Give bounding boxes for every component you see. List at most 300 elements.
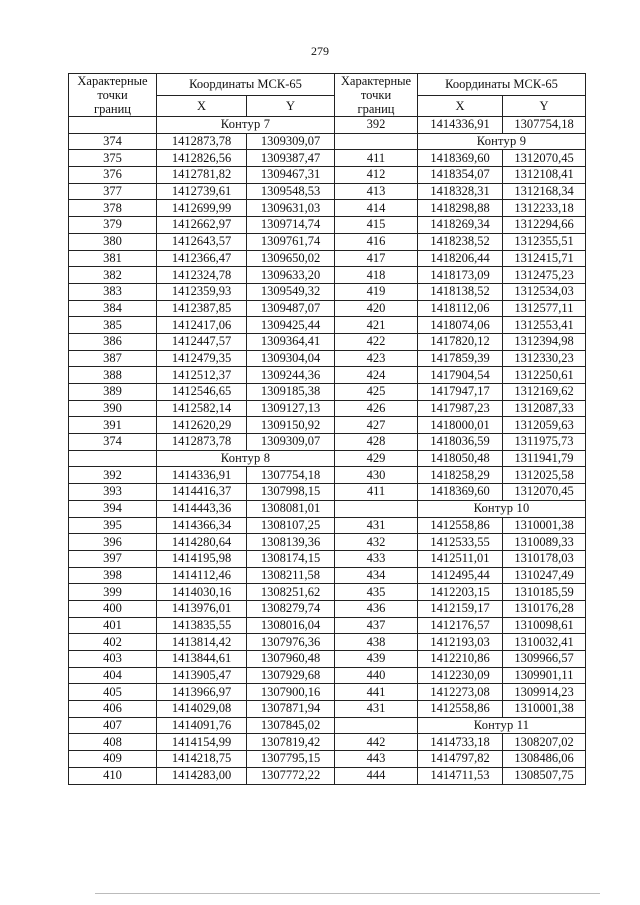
point-number-cell: 415 — [335, 217, 418, 234]
x-coordinate-cell: 1414029,08 — [157, 701, 247, 718]
point-number-cell: 417 — [335, 250, 418, 267]
x-coordinate-cell: 1412662,97 — [157, 217, 247, 234]
y-coordinate-cell: 1309304,04 — [247, 350, 335, 367]
contour-empty-cell — [335, 133, 418, 150]
x-coordinate-cell: 1418206,44 — [418, 250, 503, 267]
x-coordinate-cell: 1418369,60 — [418, 484, 503, 501]
x-coordinate-cell: 1412366,47 — [157, 250, 247, 267]
y-coordinate-cell: 1309548,53 — [247, 183, 335, 200]
contour-label: Контур 8 — [157, 450, 335, 467]
point-number-cell: 389 — [69, 384, 157, 401]
point-number-cell: 380 — [69, 233, 157, 250]
y-coordinate-cell: 1309714,74 — [247, 217, 335, 234]
y-coordinate-cell: 1309549,32 — [247, 283, 335, 300]
table-row — [69, 233, 335, 250]
left-table-body — [69, 117, 335, 785]
table-row — [335, 217, 586, 234]
y-coordinate-cell: 1307754,18 — [247, 467, 335, 484]
y-coordinate-cell: 1310178,03 — [503, 550, 586, 567]
header-points-line-3: границ — [94, 102, 131, 116]
table-row — [69, 550, 335, 567]
header-y: Y — [503, 95, 586, 117]
y-coordinate-cell: 1309966,57 — [503, 651, 586, 668]
table-row — [69, 200, 335, 217]
y-coordinate-cell: 1309901,11 — [503, 667, 586, 684]
header-points — [69, 74, 157, 117]
x-coordinate-cell: 1412447,57 — [157, 333, 247, 350]
y-coordinate-cell: 1308211,58 — [247, 567, 335, 584]
y-coordinate-cell: 1311975,73 — [503, 434, 586, 451]
table-row — [335, 300, 586, 317]
table-row — [69, 417, 335, 434]
x-coordinate-cell: 1412873,78 — [157, 133, 247, 150]
point-number-cell: 407 — [69, 717, 157, 734]
y-coordinate-cell: 1312070,45 — [503, 150, 586, 167]
x-coordinate-cell: 1412203,15 — [418, 584, 503, 601]
x-coordinate-cell: 1414443,36 — [157, 500, 247, 517]
table-row — [69, 767, 335, 784]
x-coordinate-cell: 1418000,01 — [418, 417, 503, 434]
table-row — [335, 384, 586, 401]
point-number-cell: 422 — [335, 333, 418, 350]
x-coordinate-cell: 1412387,85 — [157, 300, 247, 317]
y-coordinate-cell: 1308174,15 — [247, 550, 335, 567]
point-number-cell: 377 — [69, 183, 157, 200]
y-coordinate-cell: 1309364,41 — [247, 333, 335, 350]
table-row — [335, 450, 586, 467]
y-coordinate-cell: 1309387,47 — [247, 150, 335, 167]
y-coordinate-cell: 1310089,33 — [503, 534, 586, 551]
x-coordinate-cell: 1413976,01 — [157, 600, 247, 617]
x-coordinate-cell: 1414711,53 — [418, 767, 503, 784]
x-coordinate-cell: 1412479,35 — [157, 350, 247, 367]
y-coordinate-cell: 1309150,92 — [247, 417, 335, 434]
y-coordinate-cell: 1309309,07 — [247, 434, 335, 451]
point-number-cell: 410 — [69, 767, 157, 784]
table-row — [335, 584, 586, 601]
y-coordinate-cell: 1309914,23 — [503, 684, 586, 701]
x-coordinate-cell: 1418369,60 — [418, 150, 503, 167]
x-coordinate-cell: 1418112,06 — [418, 300, 503, 317]
y-coordinate-cell: 1312059,63 — [503, 417, 586, 434]
point-number-cell: 442 — [335, 734, 418, 751]
table-row — [335, 600, 586, 617]
point-number-cell: 409 — [69, 751, 157, 768]
x-coordinate-cell: 1418328,31 — [418, 183, 503, 200]
y-coordinate-cell: 1308507,75 — [503, 767, 586, 784]
header-points-line-2: точки — [360, 88, 392, 102]
point-number-cell: 438 — [335, 634, 418, 651]
x-coordinate-cell: 1418269,34 — [418, 217, 503, 234]
y-coordinate-cell: 1312534,03 — [503, 283, 586, 300]
x-coordinate-cell: 1418298,88 — [418, 200, 503, 217]
table-row — [335, 434, 586, 451]
y-coordinate-cell: 1309631,03 — [247, 200, 335, 217]
table-row — [335, 117, 586, 134]
x-coordinate-cell: 1414366,34 — [157, 517, 247, 534]
table-row — [335, 634, 586, 651]
contour-row — [335, 500, 586, 517]
y-coordinate-cell: 1307795,15 — [247, 751, 335, 768]
table-row — [69, 684, 335, 701]
point-number-cell: 437 — [335, 617, 418, 634]
table-row — [335, 167, 586, 184]
table-row — [335, 233, 586, 250]
header-points — [335, 74, 418, 117]
x-coordinate-cell: 1412826,56 — [157, 150, 247, 167]
table-row — [69, 133, 335, 150]
x-coordinate-cell: 1412230,09 — [418, 667, 503, 684]
contour-row — [69, 117, 335, 134]
x-coordinate-cell: 1412176,57 — [418, 617, 503, 634]
table-row — [69, 317, 335, 334]
point-number-cell: 383 — [69, 283, 157, 300]
table-row — [69, 467, 335, 484]
table-row — [335, 734, 586, 751]
header-coordinates: Координаты МСК-65 — [157, 74, 335, 96]
y-coordinate-cell: 1307871,94 — [247, 701, 335, 718]
x-coordinate-cell: 1413814,42 — [157, 634, 247, 651]
point-number-cell: 382 — [69, 267, 157, 284]
point-number-cell: 392 — [335, 117, 418, 134]
point-number-cell: 431 — [335, 517, 418, 534]
point-number-cell: 412 — [335, 167, 418, 184]
y-coordinate-cell: 1307845,02 — [247, 717, 335, 734]
x-coordinate-cell: 1414030,16 — [157, 584, 247, 601]
table-row — [69, 400, 335, 417]
point-number-cell: 393 — [69, 484, 157, 501]
x-coordinate-cell: 1413966,97 — [157, 684, 247, 701]
table-row — [69, 517, 335, 534]
y-coordinate-cell: 1308486,06 — [503, 751, 586, 768]
y-coordinate-cell: 1310247,49 — [503, 567, 586, 584]
x-coordinate-cell: 1412324,78 — [157, 267, 247, 284]
header-points-line-2: точки — [97, 88, 128, 102]
y-coordinate-cell: 1310176,28 — [503, 600, 586, 617]
header-points-line-1: Характерные — [77, 74, 148, 88]
x-coordinate-cell: 1418173,09 — [418, 267, 503, 284]
x-coordinate-cell: 1414112,46 — [157, 567, 247, 584]
y-coordinate-cell: 1307960,48 — [247, 651, 335, 668]
x-coordinate-cell: 1418050,48 — [418, 450, 503, 467]
table-row — [335, 283, 586, 300]
table-row — [69, 584, 335, 601]
y-coordinate-cell: 1312025,58 — [503, 467, 586, 484]
table-row — [69, 333, 335, 350]
y-coordinate-cell: 1312250,61 — [503, 367, 586, 384]
y-coordinate-cell: 1310032,41 — [503, 634, 586, 651]
y-coordinate-cell: 1309127,13 — [247, 400, 335, 417]
point-number-cell: 379 — [69, 217, 157, 234]
x-coordinate-cell: 1414283,00 — [157, 767, 247, 784]
y-coordinate-cell: 1308081,01 — [247, 500, 335, 517]
point-number-cell: 376 — [69, 167, 157, 184]
point-number-cell: 398 — [69, 567, 157, 584]
y-coordinate-cell: 1308107,25 — [247, 517, 335, 534]
table-row — [335, 651, 586, 668]
y-coordinate-cell: 1312415,71 — [503, 250, 586, 267]
y-coordinate-cell: 1312394,98 — [503, 333, 586, 350]
table-row — [335, 200, 586, 217]
x-coordinate-cell: 1412781,82 — [157, 167, 247, 184]
y-coordinate-cell: 1312553,41 — [503, 317, 586, 334]
x-coordinate-cell: 1412495,44 — [418, 567, 503, 584]
contour-empty-cell — [69, 117, 157, 134]
point-number-cell: 439 — [335, 651, 418, 668]
table-row — [335, 333, 586, 350]
x-coordinate-cell: 1413844,61 — [157, 651, 247, 668]
x-coordinate-cell: 1412620,29 — [157, 417, 247, 434]
y-coordinate-cell: 1309467,31 — [247, 167, 335, 184]
table-row — [69, 600, 335, 617]
table-row — [69, 734, 335, 751]
x-coordinate-cell: 1414195,98 — [157, 550, 247, 567]
point-number-cell: 381 — [69, 250, 157, 267]
x-coordinate-cell: 1418354,07 — [418, 167, 503, 184]
x-coordinate-cell: 1414336,91 — [157, 467, 247, 484]
y-coordinate-cell: 1309244,36 — [247, 367, 335, 384]
point-number-cell: 385 — [69, 317, 157, 334]
y-coordinate-cell: 1312355,51 — [503, 233, 586, 250]
y-coordinate-cell: 1312168,34 — [503, 183, 586, 200]
y-coordinate-cell: 1312294,66 — [503, 217, 586, 234]
point-number-cell: 408 — [69, 734, 157, 751]
y-coordinate-cell: 1310098,61 — [503, 617, 586, 634]
table-row — [335, 400, 586, 417]
point-number-cell: 406 — [69, 701, 157, 718]
x-coordinate-cell: 1412582,14 — [157, 400, 247, 417]
point-number-cell: 402 — [69, 634, 157, 651]
y-coordinate-cell: 1312577,11 — [503, 300, 586, 317]
point-number-cell: 436 — [335, 600, 418, 617]
table-row — [69, 267, 335, 284]
coordinates-table-left — [68, 73, 335, 785]
y-coordinate-cell: 1308251,62 — [247, 584, 335, 601]
contour-row — [69, 450, 335, 467]
point-number-cell: 397 — [69, 550, 157, 567]
point-number-cell: 378 — [69, 200, 157, 217]
point-number-cell: 441 — [335, 684, 418, 701]
y-coordinate-cell: 1307819,42 — [247, 734, 335, 751]
point-number-cell: 387 — [69, 350, 157, 367]
point-number-cell: 431 — [335, 701, 418, 718]
y-coordinate-cell: 1309761,74 — [247, 233, 335, 250]
x-coordinate-cell: 1412159,17 — [418, 600, 503, 617]
header-x: X — [157, 95, 247, 117]
y-coordinate-cell: 1308139,36 — [247, 534, 335, 551]
y-coordinate-cell: 1312087,33 — [503, 400, 586, 417]
y-coordinate-cell: 1312070,45 — [503, 484, 586, 501]
table-row — [335, 534, 586, 551]
y-coordinate-cell: 1308279,74 — [247, 600, 335, 617]
point-number-cell: 419 — [335, 283, 418, 300]
x-coordinate-cell: 1414733,18 — [418, 734, 503, 751]
contour-label: Контур 11 — [418, 717, 586, 734]
point-number-cell: 430 — [335, 467, 418, 484]
point-number-cell: 395 — [69, 517, 157, 534]
point-number-cell: 443 — [335, 751, 418, 768]
point-number-cell: 386 — [69, 333, 157, 350]
table-row — [69, 434, 335, 451]
point-number-cell: 411 — [335, 150, 418, 167]
table-row — [69, 150, 335, 167]
x-coordinate-cell: 1412643,57 — [157, 233, 247, 250]
table-row — [335, 767, 586, 784]
table-row — [335, 250, 586, 267]
table-row — [335, 617, 586, 634]
contour-label: Контур 7 — [157, 117, 335, 134]
point-number-cell: 405 — [69, 684, 157, 701]
page-number: 279 — [311, 44, 329, 58]
table-row — [69, 167, 335, 184]
table-row — [69, 751, 335, 768]
table-row — [335, 517, 586, 534]
point-number-cell: 391 — [69, 417, 157, 434]
x-coordinate-cell: 1413905,47 — [157, 667, 247, 684]
header-points-line-3: границ — [357, 102, 395, 116]
y-coordinate-cell: 1309633,20 — [247, 267, 335, 284]
y-coordinate-cell: 1309487,07 — [247, 300, 335, 317]
point-number-cell: 384 — [69, 300, 157, 317]
point-number-cell: 411 — [335, 484, 418, 501]
y-coordinate-cell: 1307754,18 — [503, 117, 586, 134]
table-row — [69, 617, 335, 634]
point-number-cell: 400 — [69, 600, 157, 617]
point-number-cell: 399 — [69, 584, 157, 601]
y-coordinate-cell: 1308207,02 — [503, 734, 586, 751]
table-row — [335, 267, 586, 284]
table-row — [69, 283, 335, 300]
contour-empty-cell — [69, 450, 157, 467]
x-coordinate-cell: 1412739,61 — [157, 183, 247, 200]
y-coordinate-cell: 1309650,02 — [247, 250, 335, 267]
y-coordinate-cell: 1307929,68 — [247, 667, 335, 684]
table-row — [69, 183, 335, 200]
x-coordinate-cell: 1412273,08 — [418, 684, 503, 701]
contour-row — [335, 133, 586, 150]
contour-label: Контур 10 — [418, 500, 586, 517]
point-number-cell: 392 — [69, 467, 157, 484]
table-row — [69, 634, 335, 651]
contour-label: Контур 9 — [418, 133, 586, 150]
point-number-cell: 414 — [335, 200, 418, 217]
table-row — [69, 717, 335, 734]
table-row — [335, 467, 586, 484]
x-coordinate-cell: 1412210,86 — [418, 651, 503, 668]
x-coordinate-cell: 1418138,52 — [418, 283, 503, 300]
point-number-cell: 396 — [69, 534, 157, 551]
table-row — [335, 317, 586, 334]
x-coordinate-cell: 1412417,06 — [157, 317, 247, 334]
point-number-cell: 426 — [335, 400, 418, 417]
x-coordinate-cell: 1418238,52 — [418, 233, 503, 250]
x-coordinate-cell: 1412558,86 — [418, 701, 503, 718]
x-coordinate-cell: 1412193,03 — [418, 634, 503, 651]
table-row — [69, 300, 335, 317]
table-row — [335, 684, 586, 701]
point-number-cell: 432 — [335, 534, 418, 551]
x-coordinate-cell: 1417947,17 — [418, 384, 503, 401]
contour-row — [335, 717, 586, 734]
header-points-line-1: Характерные — [340, 74, 412, 88]
point-number-cell: 444 — [335, 767, 418, 784]
page-edge-divider — [95, 893, 600, 894]
x-coordinate-cell: 1414336,91 — [418, 117, 503, 134]
coordinates-table-right — [334, 73, 586, 785]
y-coordinate-cell: 1308016,04 — [247, 617, 335, 634]
table-row — [69, 484, 335, 501]
x-coordinate-cell: 1412558,86 — [418, 517, 503, 534]
point-number-cell: 429 — [335, 450, 418, 467]
table-row — [335, 701, 586, 718]
x-coordinate-cell: 1414280,64 — [157, 534, 247, 551]
point-number-cell: 416 — [335, 233, 418, 250]
x-coordinate-cell: 1418036,59 — [418, 434, 503, 451]
x-coordinate-cell: 1414416,37 — [157, 484, 247, 501]
table-row — [69, 384, 335, 401]
y-coordinate-cell: 1309309,07 — [247, 133, 335, 150]
table-row — [335, 751, 586, 768]
contour-empty-cell — [335, 717, 418, 734]
x-coordinate-cell: 1412699,99 — [157, 200, 247, 217]
x-coordinate-cell: 1412359,93 — [157, 283, 247, 300]
y-coordinate-cell: 1307998,15 — [247, 484, 335, 501]
right-table-body — [335, 117, 586, 785]
table-row — [335, 150, 586, 167]
x-coordinate-cell: 1412873,78 — [157, 434, 247, 451]
table-row — [69, 217, 335, 234]
point-number-cell: 374 — [69, 133, 157, 150]
x-coordinate-cell: 1414797,82 — [418, 751, 503, 768]
table-row — [335, 417, 586, 434]
point-number-cell: 423 — [335, 350, 418, 367]
y-coordinate-cell: 1312169,62 — [503, 384, 586, 401]
table-row — [69, 250, 335, 267]
contour-empty-cell — [335, 500, 418, 517]
y-coordinate-cell: 1312330,23 — [503, 350, 586, 367]
point-number-cell: 434 — [335, 567, 418, 584]
y-coordinate-cell: 1309185,38 — [247, 384, 335, 401]
x-coordinate-cell: 1412512,37 — [157, 367, 247, 384]
x-coordinate-cell: 1414218,75 — [157, 751, 247, 768]
y-coordinate-cell: 1309425,44 — [247, 317, 335, 334]
x-coordinate-cell: 1413835,55 — [157, 617, 247, 634]
point-number-cell: 390 — [69, 400, 157, 417]
table-row — [335, 183, 586, 200]
point-number-cell: 374 — [69, 434, 157, 451]
y-coordinate-cell: 1310001,38 — [503, 701, 586, 718]
y-coordinate-cell: 1310001,38 — [503, 517, 586, 534]
table-row — [335, 667, 586, 684]
point-number-cell: 440 — [335, 667, 418, 684]
point-number-cell: 427 — [335, 417, 418, 434]
y-coordinate-cell: 1312233,18 — [503, 200, 586, 217]
y-coordinate-cell: 1307976,36 — [247, 634, 335, 651]
point-number-cell: 404 — [69, 667, 157, 684]
table-row — [335, 367, 586, 384]
point-number-cell: 428 — [335, 434, 418, 451]
x-coordinate-cell: 1417859,39 — [418, 350, 503, 367]
x-coordinate-cell: 1412546,65 — [157, 384, 247, 401]
y-coordinate-cell: 1307900,16 — [247, 684, 335, 701]
x-coordinate-cell: 1417904,54 — [418, 367, 503, 384]
table-row — [335, 550, 586, 567]
header-x: X — [418, 95, 503, 117]
point-number-cell: 433 — [335, 550, 418, 567]
point-number-cell: 403 — [69, 651, 157, 668]
header-y: Y — [247, 95, 335, 117]
point-number-cell: 424 — [335, 367, 418, 384]
